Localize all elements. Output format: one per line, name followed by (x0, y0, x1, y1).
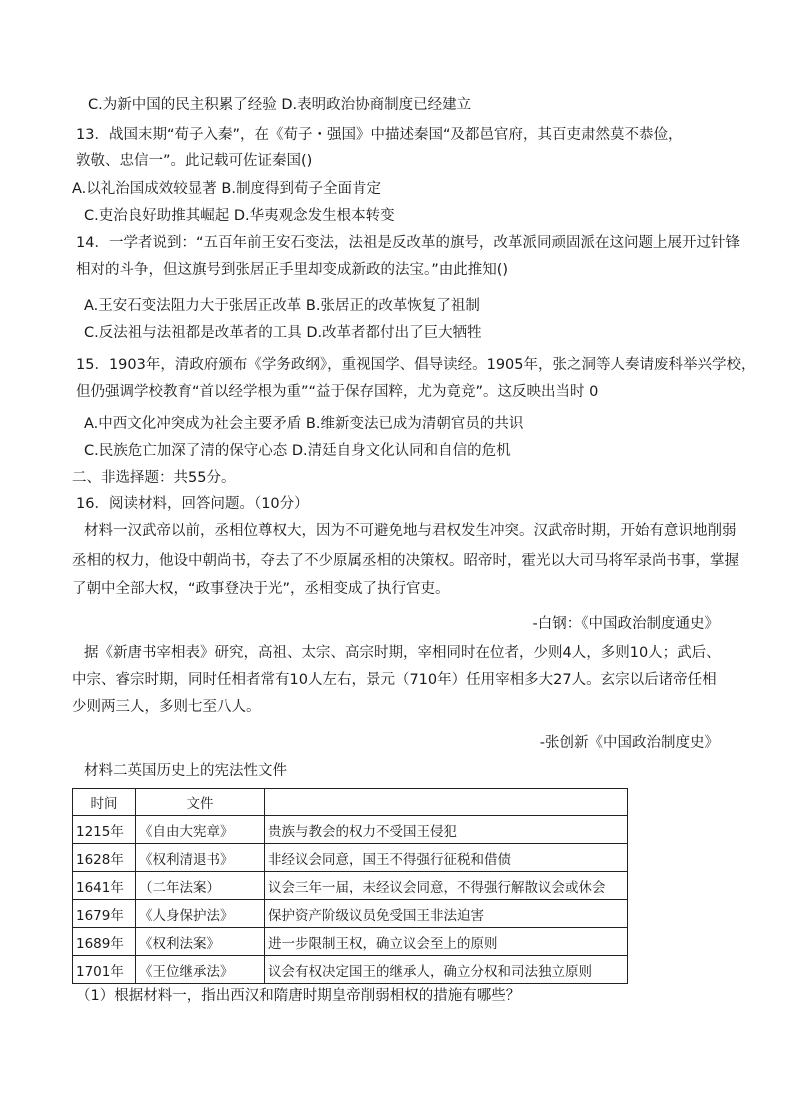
table-header-row (73, 789, 628, 816)
material1-para2-line2: 中宗、睿宗时期，同时任相者常有10人左右，景元（710年）任用宰相多大27人。玄宗以后诸帝任相 (72, 672, 717, 688)
q14-options-cd: C.反法祖与法祖都是改革者的工具 D.改革者都付出了巨大牺牲 (84, 325, 482, 341)
q13-stem-line1: 13．战国末期“荀子入秦”，在《荀子・强国》中描述秦国“及都邑官府，其百吏肃然莫不恭俭， (76, 127, 683, 143)
table-row (73, 928, 628, 956)
material1-para2-line3: 少则两三人，多则七至八人。 (72, 699, 261, 715)
table-cell-content: 进一步限制王权，确立议会至上的原则 (265, 928, 628, 956)
table-cell-year: 1689年 (73, 928, 136, 956)
table-cell-document: 《王位继承法》 (136, 956, 265, 984)
q13-stem-line2: 敦敬、忠信一”。此记载可佐证秦国() (76, 153, 313, 169)
q16-subquestion-1: （1）根据材料一，指出西汉和隋唐时期皇帝削弱相权的措施有哪些？ (76, 988, 521, 1004)
q14-options-ab: A.王安石变法阻力大于张居正改革 B.张居正的改革恢复了祖制 (84, 298, 480, 314)
table-row (73, 816, 628, 844)
table-row (73, 844, 628, 872)
table-cell-document: （二年法案） (136, 872, 265, 900)
table-cell-year: 1679年 (73, 900, 136, 928)
table-cell-document: 《人身保护法》 (136, 900, 265, 928)
table-header-time: 时间 (73, 789, 136, 816)
material1-para2-line1: 据《新唐书宰相表》研究，高祖、太宗、高宗时期，宰相同时在位者，少则4人，多则10人；武后、 (84, 645, 721, 661)
q13-options-cd: C.吏治良好助推其崛起 D.华夷观念发生根本转变 (84, 208, 395, 224)
table-cell-year: 1701年 (73, 956, 136, 984)
section-heading-nonchoice: 二、非选择题：共55分。 (72, 470, 236, 486)
table-cell-year: 1628年 (73, 844, 136, 872)
source-citation-1: -白钢：《中国政治制度通史》 (532, 616, 719, 632)
table-header-content (265, 789, 628, 816)
material1-line3: 了朝中全部大权，“政事登决于光”，丞相变成了执行官吏。 (72, 581, 450, 597)
q14-stem-line2: 相对的斗争，但这旗号到张居正手里却变成新政的法宝。”由此推知() (76, 262, 509, 278)
q15-stem-line2: 但仍强调学校教育“首以经学根为重”“益于保存国粹，尤为竟竞”。这反映出当时 0 (76, 384, 599, 400)
table-cell-document: 《自由大宪章》 (136, 816, 265, 844)
material1-line1: 材料一汉武帝以前，丞相位尊权大，因为不可避免地与君权发生冲突。汉武帝时期，开始有意识地削弱 (84, 523, 737, 539)
q16-stem: 16．阅读材料，回答问题。（10分） (76, 496, 309, 512)
table-cell-year: 1215年 (73, 816, 136, 844)
q15-options-cd: C.民族危亡加深了清的保守心态 D.清廷自身文化认同和自信的危机 (84, 443, 511, 459)
table-cell-content: 保护资产阶级议员免受国王非法迫害 (265, 900, 628, 928)
q15-stem-line1: 15．1903年，清政府颁布《学务政纲》，重视国学、倡导读经。1905年，张之洞等人奏请废科举兴学校， (76, 357, 756, 373)
table-cell-document: 《权利清退书》 (136, 844, 265, 872)
source-citation-2: -张创新《中国政治制度史》 (539, 735, 719, 751)
table-header-document: 文件 (136, 789, 265, 816)
constitution-documents-table (72, 788, 628, 984)
table-row (73, 900, 628, 928)
table-cell-content: 议会有权决定国王的继承人，确立分权和司法独立原则 (265, 956, 628, 984)
q14-stem-line1: 14．一学者说到：“五百年前王安石变法，法祖是反改革的旗号，改革派同顽固派在这问题上展开过针锋 (76, 235, 740, 251)
q12-options-cd: C.为新中国的民主积累了经验 D.表明政治协商制度已经建立 (88, 97, 472, 113)
material2-title: 材料二英国历史上的宪法性文件 (84, 763, 287, 779)
q15-options-ab: A.中西文化冲突成为社会主要矛盾 B.维新变法已成为清朝官员的共识 (84, 416, 524, 432)
table-cell-content: 议会三年一届，未经议会同意，不得强行解散议会或休会 (265, 872, 628, 900)
table-cell-content: 非经议会同意，国王不得强行征税和借债 (265, 844, 628, 872)
table-cell-content: 贵族与教会的权力不受国王侵犯 (265, 816, 628, 844)
table-row (73, 956, 628, 984)
table-cell-document: 《权利法案》 (136, 928, 265, 956)
table-row (73, 872, 628, 900)
material1-line2: 丞相的权力，他设中朝尚书，夺去了不少原属丞相的决策权。昭帝时，霍光以大司马将军录尚书事，掌握 (72, 553, 739, 569)
table-cell-year: 1641年 (73, 872, 136, 900)
q13-options-ab: A.以礼治国成效较显著 B.制度得到荀子全面肯定 (72, 181, 381, 197)
